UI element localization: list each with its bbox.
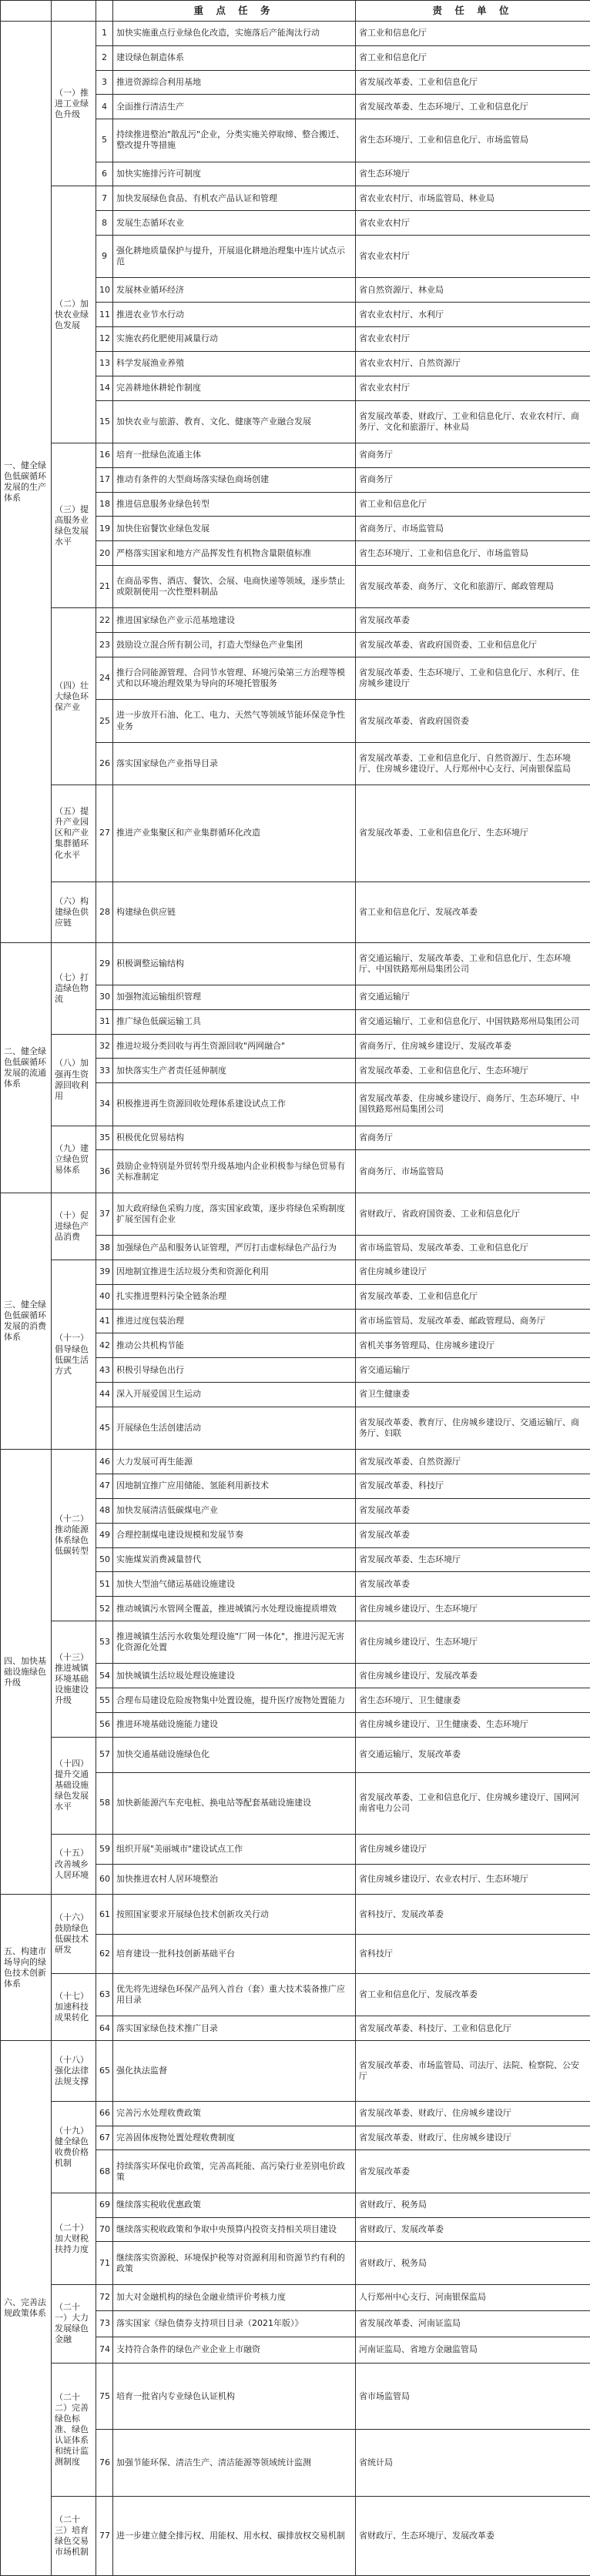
row-number-cell: 4 (96, 95, 113, 119)
row-number-cell: 50 (96, 1547, 113, 1572)
task-cell: 加快发展清洁低碳煤电产业 (113, 1498, 356, 1523)
responsible-unit-cell: 省工业和信息化厅、发展改革委 (356, 1973, 590, 2016)
header-responsible-unit: 责 任 单 位 (356, 1, 590, 22)
row-number-cell: 29 (96, 942, 113, 985)
subcategory-cell: （十七）加速科技成果转化 (52, 1973, 96, 2040)
responsible-unit-cell: 省发展改革委、财政厅、工业和信息化厅、农业农村厅、商务厅、文化和旅游厅、林业局 (356, 400, 590, 443)
responsible-unit-cell: 省住房城乡建设厅 (356, 1834, 590, 1864)
task-cell: 加快落实生产者责任延伸制度 (113, 1059, 356, 1083)
responsible-unit-cell: 省商务厅、市场监管局 (356, 1150, 590, 1193)
table-header-row (1, 1, 590, 22)
row-number-cell: 9 (96, 236, 113, 278)
row-number-cell: 35 (96, 1126, 113, 1150)
row-number-cell: 72 (96, 2284, 113, 2310)
subcategory-cell: （八）加强再生资源回收利用 (52, 1034, 96, 1126)
responsible-unit-cell: 省住房城乡建设厅、发展改革委 (356, 1664, 590, 1688)
responsible-unit-cell: 省生态环境厅、工业和信息化厅、市场监管局 (356, 541, 590, 566)
task-cell: 推动有条件的大型商场落实绿色商场创建 (113, 467, 356, 492)
table-row (1, 1034, 590, 1059)
task-cell: 推进产业集聚区和产业集群循环化改造 (113, 785, 356, 882)
task-cell: 进一步放开石油、化工、电力、天然气等领域节能环保竞争性业务 (113, 700, 356, 742)
task-cell: 完善污水处理收费政策 (113, 2101, 356, 2126)
responsible-unit-cell: 省商务厅 (356, 1126, 590, 1150)
task-cell: 积极引导绿色出行 (113, 1358, 356, 1383)
responsible-unit-cell: 省发展改革委、科技厅、工业和信息化厅 (356, 2016, 590, 2041)
responsible-unit-cell: 省发展改革委、工业和信息化厅、住房城乡建设厅、国网河南省电力公司 (356, 1772, 590, 1834)
row-number-cell: 21 (96, 566, 113, 608)
responsible-unit-cell: 省发展改革委、河南证监局 (356, 2310, 590, 2337)
task-cell: 落实国家《绿色债券支持项目目录（2021年版）》 (113, 2310, 356, 2337)
task-cell: 鼓励企业特别是外贸转型升级基地内企业积极参与绿色贸易有关标准制定 (113, 1150, 356, 1193)
task-cell: 强化耕地质量保护与提升，开展退化耕地治理集中连片试点示范 (113, 236, 356, 278)
row-number-cell: 43 (96, 1358, 113, 1383)
responsible-unit-cell: 省工业和信息化厅 (356, 22, 590, 46)
task-cell: 落实国家绿色产业指导目录 (113, 742, 356, 785)
responsible-unit-cell: 人行郑州中心支行、河南银保监局 (356, 2284, 590, 2310)
task-cell: 发展林业循环经济 (113, 278, 356, 303)
responsible-unit-cell: 省农业农村厅 (356, 211, 590, 236)
responsible-unit-cell: 省发展改革委、生态环境厅、工业和信息化厅、水利厅、住房城乡建设厅 (356, 657, 590, 700)
category-cell: 六、完善法规政策体系 (1, 2040, 52, 2575)
row-number-cell: 68 (96, 2150, 113, 2193)
row-number-cell: 58 (96, 1772, 113, 1834)
task-cell: 推进过度包装治理 (113, 1309, 356, 1333)
task-cell: 加快推进农村人居环境整治 (113, 1865, 356, 1895)
task-cell: 开展绿色生活创建活动 (113, 1407, 356, 1449)
subcategory-cell: （三）提高服务业绿色发展水平 (52, 443, 96, 607)
row-number-cell: 53 (96, 1621, 113, 1664)
row-number-cell: 15 (96, 400, 113, 443)
responsible-unit-cell: 省财政厅、发展改革委 (356, 2217, 590, 2242)
row-number-cell: 61 (96, 1895, 113, 1934)
responsible-unit-cell: 省财政厅、生态环境厅、发展改革委 (356, 2496, 590, 2575)
responsible-unit-cell: 省机关事务管理局、住房城乡建设厅 (356, 1333, 590, 1358)
row-number-cell: 24 (96, 657, 113, 700)
row-number-cell: 48 (96, 1498, 113, 1523)
table-row (1, 1621, 590, 1664)
row-number-cell: 11 (96, 303, 113, 327)
task-cell: 加快农业与旅游、教育、文化、健康等产业融合发展 (113, 400, 356, 443)
responsible-unit-cell: 省交通运输厅、发展改革委、工业和信息化厅、生态环境厅、中国铁路郑州局集团公司 (356, 942, 590, 985)
row-number-cell: 31 (96, 1009, 113, 1034)
task-cell: 实施煤炭消费减量替代 (113, 1547, 356, 1572)
header-category (1, 1, 52, 22)
task-cell: 全面推行清洁生产 (113, 95, 356, 119)
task-cell: 完善耕地休耕轮作制度 (113, 376, 356, 400)
subcategory-cell: （十九）健全绿色收费价格机制 (52, 2101, 96, 2193)
row-number-cell: 13 (96, 351, 113, 376)
subcategory-cell: （十一）倡导绿色低碳生活方式 (52, 1260, 96, 1449)
row-number-cell: 47 (96, 1474, 113, 1499)
responsible-unit-cell: 省发展改革委、商务厅、文化和旅游厅、邮政管理局 (356, 566, 590, 608)
table-row (1, 1973, 590, 2016)
task-cell: 推动城镇污水管网全覆盖，推进城镇污水处理设施提质增效 (113, 1597, 356, 1621)
responsible-unit-cell: 省发展改革委、生态环境厅、工业和信息化厅 (356, 95, 590, 119)
task-cell: 科学发展渔业养殖 (113, 351, 356, 376)
row-number-cell: 23 (96, 633, 113, 657)
task-cell: 加强节能环保、清洁生产、清洁能源等领域统计监测 (113, 2430, 356, 2496)
row-number-cell: 25 (96, 700, 113, 742)
task-cell: 构建绿色供应链 (113, 882, 356, 942)
row-number-cell: 8 (96, 211, 113, 236)
responsible-unit-cell: 省发展改革委、工业和信息化厅、生态环境厅 (356, 1059, 590, 1083)
responsible-unit-cell: 省农业农村厅 (356, 327, 590, 352)
row-number-cell: 28 (96, 882, 113, 942)
task-cell: 持续推进整治"散乱污"企业，分类实施关停取缔、整合搬迁、整改提升等措施 (113, 119, 356, 162)
row-number-cell: 76 (96, 2430, 113, 2496)
row-number-cell: 33 (96, 1059, 113, 1083)
responsible-unit-cell: 省生态环境厅、卫生健康委 (356, 1688, 590, 1713)
task-cell: 进一步建立健全排污权、用能权、用水权、碳排放权交易机制 (113, 2496, 356, 2575)
subcategory-cell: （九）建立绿色贸易体系 (52, 1126, 96, 1193)
row-number-cell: 39 (96, 1260, 113, 1284)
responsible-unit-cell: 省商务厅、住房城乡建设厅、发展改革委 (356, 1034, 590, 1059)
row-number-cell: 27 (96, 785, 113, 882)
table-row (1, 608, 590, 633)
responsible-unit-cell: 省住房城乡建设厅、生态环境厅 (356, 1621, 590, 1664)
task-cell: 支持符合条件的绿色产业企业上市融资 (113, 2337, 356, 2363)
responsible-unit-cell: 省卫生健康委 (356, 1383, 590, 1407)
task-cell: 严格落实国家和地方产品挥发性有机物含量限值标准 (113, 541, 356, 566)
row-number-cell: 3 (96, 70, 113, 95)
row-number-cell: 7 (96, 186, 113, 211)
responsible-unit-cell: 省财政厅、省政府国资委、工业和信息化厅 (356, 1193, 590, 1235)
task-cell: 加快大型油气储运基础设施建设 (113, 1572, 356, 1597)
responsible-unit-cell: 省财政厅、税务局 (356, 2242, 590, 2284)
row-number-cell: 56 (96, 1713, 113, 1738)
task-cell: 推进垃圾分类回收与再生资源回收"两网融合" (113, 1034, 356, 1059)
row-number-cell: 64 (96, 2016, 113, 2041)
task-cell: 推进城镇生活污水收集处理设施"厂网一体化"，推进污泥无害化资源化处置 (113, 1621, 356, 1664)
row-number-cell: 6 (96, 162, 113, 186)
task-cell: 加强绿色产品和服务认证管理，严厉打击虚标绿色产品行为 (113, 1236, 356, 1260)
responsible-unit-cell: 省住房城乡建设厅、卫生健康委、生态环境厅 (356, 1713, 590, 1738)
task-cell: 加快新能源汽车充电桩、换电站等配套基础设施建设 (113, 1772, 356, 1834)
task-cell: 落实国家绿色技术推广目录 (113, 2016, 356, 2041)
responsible-unit-cell: 省科技厅 (356, 1934, 590, 1973)
header-number (96, 1, 113, 22)
subcategory-cell: （十二）推动能源体系绿色低碳转型 (52, 1450, 96, 1621)
task-cell: 加强物流运输组织管理 (113, 985, 356, 1010)
row-number-cell: 45 (96, 1407, 113, 1449)
row-number-cell: 19 (96, 517, 113, 541)
task-cell: 推进信息服务业绿色转型 (113, 492, 356, 517)
table-row (1, 1260, 590, 1284)
row-number-cell: 20 (96, 541, 113, 566)
row-number-cell: 17 (96, 467, 113, 492)
responsible-unit-cell: 省发展改革委 (356, 1523, 590, 1547)
responsible-unit-cell: 省发展改革委、科技厅 (356, 1474, 590, 1499)
table-row (1, 2193, 590, 2217)
row-number-cell: 63 (96, 1973, 113, 2016)
task-cell: 加快住宿餐饮业绿色发展 (113, 517, 356, 541)
subcategory-cell: （十四）提升交通基础设施绿色发展水平 (52, 1737, 96, 1834)
table-row (1, 942, 590, 985)
task-cell: 继续落实税收政策和争取中央预算内投资支持相关项目建设 (113, 2217, 356, 2242)
responsible-unit-cell: 省发展改革委 (356, 608, 590, 633)
row-number-cell: 37 (96, 1193, 113, 1235)
row-number-cell: 77 (96, 2496, 113, 2575)
responsible-unit-cell: 省工业和信息化厅、发展改革委 (356, 882, 590, 942)
responsible-unit-cell: 省财政厅、税务局 (356, 2193, 590, 2217)
row-number-cell: 38 (96, 1236, 113, 1260)
responsible-unit-cell: 省统计局 (356, 2430, 590, 2496)
task-cell: 积极优化贸易结构 (113, 1126, 356, 1150)
row-number-cell: 34 (96, 1083, 113, 1126)
row-number-cell: 65 (96, 2040, 113, 2101)
row-number-cell: 60 (96, 1865, 113, 1895)
row-number-cell: 41 (96, 1309, 113, 1333)
table-row (1, 2364, 590, 2430)
task-cell: 推进资源综合利用基地 (113, 70, 356, 95)
table-row (1, 1450, 590, 1474)
table-row (1, 1126, 590, 1150)
row-number-cell: 51 (96, 1572, 113, 1597)
task-cell: 推进国家绿色产业示范基地建设 (113, 608, 356, 633)
responsible-unit-cell: 省发展改革委、住房城乡建设厅、商务厅、生态环境厅、中国铁路郑州局集团公司 (356, 1083, 590, 1126)
task-cell: 培育建设一批科技创新基础平台 (113, 1934, 356, 1973)
task-cell: 培育一批省内专业绿色认证机构 (113, 2364, 356, 2430)
table-row (1, 1193, 590, 1235)
task-cell: 加大政府绿色采购力度，落实国家政策，逐步将绿色采购制度扩展至国有企业 (113, 1193, 356, 1235)
table-row (1, 443, 590, 467)
responsible-unit-cell: 省发展改革委 (356, 1498, 590, 1523)
row-number-cell: 59 (96, 1834, 113, 1864)
task-cell: 强化执法监督 (113, 2040, 356, 2101)
responsible-unit-cell: 省住房城乡建设厅、农业农村厅、生态环境厅 (356, 1865, 590, 1895)
responsible-unit-cell: 省农业农村厅 (356, 376, 590, 400)
task-cell: 推广绿色低碳运输工具 (113, 1009, 356, 1034)
responsible-unit-cell: 省发展改革委、自然资源厅 (356, 1450, 590, 1474)
subcategory-cell: （二十一）大力发展绿色金融 (52, 2284, 96, 2363)
task-cell: 合理控制煤电建设规模和发展节奏 (113, 1523, 356, 1547)
task-cell: 加快城镇生活垃圾处理设施建设 (113, 1664, 356, 1688)
task-cell: 因地制宜推进生活垃圾分类和资源化利用 (113, 1260, 356, 1284)
subcategory-cell: （十三）推进城镇环境基础设施建设升级 (52, 1621, 96, 1738)
responsible-unit-cell: 省发展改革委、工业和信息化厅 (356, 70, 590, 95)
subcategory-cell: （七）打造绿色物流 (52, 942, 96, 1034)
responsible-unit-cell: 省农业农村厅、水利厅 (356, 303, 590, 327)
table-body (1, 22, 590, 2576)
responsible-unit-cell: 省生态环境厅、工业和信息化厅、市场监管局 (356, 119, 590, 162)
responsible-unit-cell: 省交通运输厅 (356, 985, 590, 1010)
responsible-unit-cell: 省发展改革委、工业和信息化厅、自然资源厅、生态环境厅、住房城乡建设厅、人行郑州中心支行、河南银保监局 (356, 742, 590, 785)
task-cell: 推动公共机构节能 (113, 1333, 356, 1358)
subcategory-cell: （十五）改善城乡人居环境 (52, 1834, 96, 1895)
responsible-unit-cell: 省工业和信息化厅 (356, 492, 590, 517)
task-cell: 加快实施重点行业绿色化改造，实施落后产能淘汰行动 (113, 22, 356, 46)
responsible-unit-cell: 省商务厅 (356, 443, 590, 467)
row-number-cell: 57 (96, 1737, 113, 1772)
task-cell: 实施农药化肥使用减量行动 (113, 327, 356, 352)
table-row (1, 2040, 590, 2101)
responsible-unit-cell: 省商务厅 (356, 467, 590, 492)
row-number-cell: 52 (96, 1597, 113, 1621)
responsible-unit-cell: 省发展改革委、财政厅、住房城乡建设厅 (356, 2101, 590, 2126)
row-number-cell: 49 (96, 1523, 113, 1547)
header-key-task: 重 点 任 务 (113, 1, 356, 22)
subcategory-cell: （二十三）培育绿色交易市场机制 (52, 2496, 96, 2575)
subcategory-cell: （十六）鼓励绿色低碳技术研发 (52, 1895, 96, 1973)
row-number-cell: 22 (96, 608, 113, 633)
subcategory-cell: （六）构建绿色供应链 (52, 882, 96, 942)
row-number-cell: 14 (96, 376, 113, 400)
task-cell: 完善固体废物处置处理收费制度 (113, 2126, 356, 2150)
responsible-unit-cell: 省发展改革委、省政府国资委 (356, 700, 590, 742)
table-row (1, 1737, 590, 1772)
responsible-unit-cell: 省市场监管局、发展改革委、邮政管理局、商务厅 (356, 1309, 590, 1333)
row-number-cell: 69 (96, 2193, 113, 2217)
table-row (1, 186, 590, 211)
responsible-unit-cell: 省发展改革委 (356, 1572, 590, 1597)
row-number-cell: 74 (96, 2337, 113, 2363)
task-cell: 大力发展可再生能源 (113, 1450, 356, 1474)
category-cell: 三、健全绿色低碳循环发展的消费体系 (1, 1193, 52, 1449)
responsible-unit-cell: 省交通运输厅、发展改革委 (356, 1737, 590, 1772)
row-number-cell: 18 (96, 492, 113, 517)
row-number-cell: 16 (96, 443, 113, 467)
responsible-unit-cell: 省住房城乡建设厅、生态环境厅 (356, 1597, 590, 1621)
row-number-cell: 40 (96, 1284, 113, 1309)
row-number-cell: 75 (96, 2364, 113, 2430)
task-cell: 扎实推进塑料污染全链条治理 (113, 1284, 356, 1309)
subcategory-cell: （二）加快农业绿色发展 (52, 186, 96, 443)
responsible-unit-cell: 省工业和信息化厅 (356, 45, 590, 70)
row-number-cell: 46 (96, 1450, 113, 1474)
responsible-unit-cell: 省交通运输厅 (356, 1358, 590, 1383)
row-number-cell: 67 (96, 2126, 113, 2150)
subcategory-cell: （五）提升产业园区和产业集群循环化水平 (52, 785, 96, 882)
responsible-unit-cell: 省发展改革委、生态环境厅 (356, 1547, 590, 1572)
task-cell: 加快实施排污许可制度 (113, 162, 356, 186)
responsible-unit-cell: 省交通运输厅、工业和信息化厅、中国铁路郑州局集团公司 (356, 1009, 590, 1034)
table-row (1, 2496, 590, 2575)
row-number-cell: 1 (96, 22, 113, 46)
responsible-unit-cell: 省发展改革委、财政厅、住房城乡建设厅 (356, 2126, 590, 2150)
responsible-unit-cell: 省发展改革委、市场监管局、司法厅、法院、检察院、公安厅 (356, 2040, 590, 2101)
responsible-unit-cell: 省自然资源厅、林业局 (356, 278, 590, 303)
task-cell: 加大对金融机构的绿色金融业绩评价考核力度 (113, 2284, 356, 2310)
task-cell: 培育一批绿色流通主体 (113, 443, 356, 467)
responsible-unit-cell: 省商务厅、市场监管局 (356, 517, 590, 541)
row-number-cell: 44 (96, 1383, 113, 1407)
row-number-cell: 10 (96, 278, 113, 303)
row-number-cell: 73 (96, 2310, 113, 2337)
task-cell: 推行合同能源管理、合同节水管理、环境污染第三方治理等模式和以环境治理效果为导向的环境托管服务 (113, 657, 356, 700)
responsible-unit-cell: 省农业农村厅 (356, 236, 590, 278)
task-cell: 合理布局建设危险废物集中处置设施，提升医疗废物处置能力 (113, 1688, 356, 1713)
task-cell: 积极推进再生资源回收处理体系建设试点工作 (113, 1083, 356, 1126)
task-cell: 组织开展"美丽城市"建设试点工作 (113, 1834, 356, 1864)
row-number-cell: 32 (96, 1034, 113, 1059)
task-cell: 加快发展绿色食品、有机农产品认证和管理 (113, 186, 356, 211)
task-cell: 优先将先进绿色环保产品列入首台（套）重大技术装备推广应用目录 (113, 1973, 356, 2016)
responsible-unit-cell: 省市场监管局、发展改革委、工业和信息化厅 (356, 1236, 590, 1260)
responsible-unit-cell: 省农业农村厅、自然资源厅 (356, 351, 590, 376)
row-number-cell: 71 (96, 2242, 113, 2284)
table-row (1, 22, 590, 46)
responsible-unit-cell: 省市场监管局 (356, 2364, 590, 2430)
table-row (1, 785, 590, 882)
subcategory-cell: （十八）强化法律法规支撑 (52, 2040, 96, 2101)
responsible-unit-cell: 省发展改革委、教育厅、住房城乡建设厅、交通运输厅、商务厅、妇联 (356, 1407, 590, 1449)
row-number-cell: 54 (96, 1664, 113, 1688)
task-cell: 发展生态循环农业 (113, 211, 356, 236)
task-cell: 推进农业节水行动 (113, 303, 356, 327)
responsible-unit-cell: 省发展改革委、省政府国资委、工业和信息化厅 (356, 633, 590, 657)
table-row (1, 1834, 590, 1864)
table-row (1, 2101, 590, 2126)
category-cell: 二、健全绿色低碳循环发展的流通体系 (1, 942, 52, 1193)
table-row (1, 1895, 590, 1934)
row-number-cell: 62 (96, 1934, 113, 1973)
row-number-cell: 42 (96, 1333, 113, 1358)
task-cell: 加快交通基础设施绿色化 (113, 1737, 356, 1772)
row-number-cell: 2 (96, 45, 113, 70)
responsible-unit-cell: 河南证监局、省地方金融监管局 (356, 2337, 590, 2363)
row-number-cell: 12 (96, 327, 113, 352)
task-cell: 积极调整运输结构 (113, 942, 356, 985)
subcategory-cell: （十）促进绿色产品消费 (52, 1193, 96, 1260)
category-cell: 五、构建市场导向的绿色技术创新体系 (1, 1895, 52, 2040)
table-row (1, 882, 590, 942)
responsible-unit-cell: 省发展改革委、工业和信息化厅、生态环境厅 (356, 785, 590, 882)
task-cell: 鼓励设立混合所有制公司，打造大型绿色产业集团 (113, 633, 356, 657)
row-number-cell: 26 (96, 742, 113, 785)
task-cell: 因地制宜推广应用储能、氢能利用新技术 (113, 1474, 356, 1499)
task-cell: 继续落实资源税、环境保护税等对资源利用和资源节约有利的政策 (113, 2242, 356, 2284)
subcategory-cell: （四）壮大绿色环保产业 (52, 608, 96, 785)
row-number-cell: 36 (96, 1150, 113, 1193)
row-number-cell: 66 (96, 2101, 113, 2126)
task-cell: 按照国家要求开展绿色技术创新攻关行动 (113, 1895, 356, 1934)
subcategory-cell: （一）推进工业绿色升级 (52, 22, 96, 186)
task-cell: 建设绿色制造体系 (113, 45, 356, 70)
task-cell: 推进环境基础设施能力建设 (113, 1713, 356, 1738)
task-cell: 继续落实税收优惠政策 (113, 2193, 356, 2217)
category-cell: 四、加快基础设施绿色升级 (1, 1450, 52, 1895)
responsible-unit-cell: 省发展改革委、工业和信息化厅 (356, 1284, 590, 1309)
header-subcategory (52, 1, 96, 22)
row-number-cell: 5 (96, 119, 113, 162)
row-number-cell: 70 (96, 2217, 113, 2242)
subcategory-cell: （二十二）完善绿色标准、绿色认证体系和统计监测制度 (52, 2364, 96, 2497)
responsible-unit-cell: 省发展改革委 (356, 2150, 590, 2193)
task-cell: 深入开展爱国卫生运动 (113, 1383, 356, 1407)
row-number-cell: 30 (96, 985, 113, 1010)
responsible-unit-cell: 省住房城乡建设厅 (356, 1260, 590, 1284)
responsible-unit-cell: 省生态环境厅 (356, 162, 590, 186)
task-cell: 在商品零售、酒店、餐饮、会展、电商快递等领域，逐步禁止或限制使用一次性塑料制品 (113, 566, 356, 608)
table-row (1, 2284, 590, 2310)
subcategory-cell: （二十）加大财税扶持力度 (52, 2193, 96, 2284)
responsible-unit-cell: 省科技厅、发展改革委 (356, 1895, 590, 1934)
task-cell: 持续落实环保电价政策，完善高耗能、高污染行业差别电价政策 (113, 2150, 356, 2193)
responsible-unit-cell: 省农业农村厅、市场监管局、林业局 (356, 186, 590, 211)
category-cell: 一、健全绿色低碳循环发展的生产体系 (1, 22, 52, 943)
row-number-cell: 55 (96, 1688, 113, 1713)
